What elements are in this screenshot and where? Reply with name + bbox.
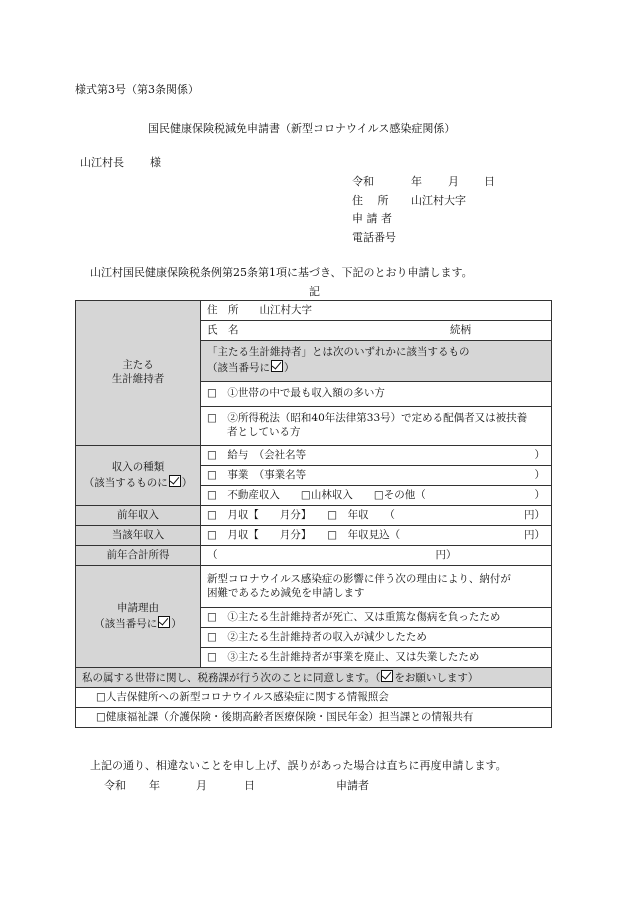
date-month: 月 [448, 175, 459, 188]
footer-day: 日 [244, 779, 255, 792]
reason-2[interactable]: □ ②主たる生計維持者の収入が減少したため [201, 628, 552, 648]
footer-era: 令和 [104, 779, 126, 792]
ki-mark: 記 [309, 285, 320, 298]
declaration-text: 上記の通り、相違ないことを申し上げ、誤りがあった場合は直ちに再度申請します。 [90, 759, 507, 772]
cur-income-label: 当該年収入 [76, 526, 201, 546]
form-number: 様式第3号（第3条関係） [75, 83, 199, 96]
option-2[interactable]: □ ②所得税法（昭和40年法律第33号）で定める配偶者又は被扶養 者としている方 [201, 407, 552, 446]
date-era: 令和 [352, 175, 374, 188]
addressee: 山江村長 [80, 156, 124, 169]
intro-text: 山江村国民健康保険税条例第25条第1項に基づき、下記のとおり申請します。 [90, 266, 473, 279]
consent-item-1[interactable]: □人吉保健所への新型コロナウイルス感染症に関する情報照会 [76, 688, 552, 708]
address-value: 山江村大字 [411, 194, 466, 207]
applicable-note: 「主たる生計維持者」とは次のいずれかに該当するもの （該当番号に ） [201, 341, 552, 382]
prev-total-label: 前年合計所得 [76, 546, 201, 566]
consent-item-2[interactable]: □健康福祉課（介護保険・後期高齢者医療保険・国民年金）担当課との情報共有 [76, 708, 552, 728]
income-type-label: 収入の種類 （該当するものに ） [76, 446, 201, 506]
footer-month: 月 [196, 779, 207, 792]
prev-income-label: 前年収入 [76, 506, 201, 526]
option-1[interactable]: □ ①世帯の中で最も収入額の多い方 [201, 382, 552, 407]
applicant-label: 申 請 者 [352, 212, 392, 225]
address-row[interactable]: 住 所 山江村大字 [201, 301, 552, 321]
name-row[interactable]: 氏 名 続柄 [201, 321, 552, 341]
income-others[interactable]: □ 不動産収入 □山林収入 □その他（ ） [201, 486, 552, 506]
footer-year: 年 [149, 779, 160, 792]
application-form-table [75, 300, 552, 728]
check-mark-icon [169, 475, 181, 487]
householder-label: 主たる 生計維持者 [76, 301, 201, 446]
consent-heading: 私の属する世帯に関し、税務課が行う次のことに同意します。（ をお願いします） [76, 668, 552, 688]
date-year: 年 [411, 175, 422, 188]
prev-income-field[interactable]: □ 月収【 月分】 □ 年収 （ 円） [201, 506, 552, 526]
check-mark-icon [271, 360, 283, 372]
honorific: 様 [150, 156, 161, 169]
relation-label: 続柄 [450, 323, 471, 336]
check-mark-icon [158, 616, 170, 628]
prev-total-field[interactable]: （ 円） [201, 546, 552, 566]
check-mark-icon [381, 670, 393, 682]
reason-label: 申請理由 （該当番号に ） [76, 566, 201, 668]
address-label: 住 所 [352, 194, 389, 207]
page-title: 国民健康保険税減免申請書（新型コロナウイルス感染症関係） [148, 122, 456, 135]
reason-intro: 新型コロナウイルス感染症の影響に伴う次の理由により、納付が 困難であるため減免を申請します [201, 566, 552, 608]
reason-3[interactable]: □ ③主たる生計維持者が事業を廃止、又は失業したため [201, 648, 552, 668]
reason-1[interactable]: □ ①主たる生計維持者が死亡、又は重篤な傷病を負ったため [201, 608, 552, 628]
income-salary[interactable]: □ 給与 （会社名等 ） [201, 446, 552, 466]
cur-income-field[interactable]: □ 月収【 月分】 □ 年収見込（ 円） [201, 526, 552, 546]
phone-label: 電話番号 [352, 231, 396, 244]
footer-applicant: 申請者 [336, 779, 369, 792]
income-business[interactable]: □ 事業 （事業名等 ） [201, 466, 552, 486]
date-day: 日 [484, 175, 495, 188]
